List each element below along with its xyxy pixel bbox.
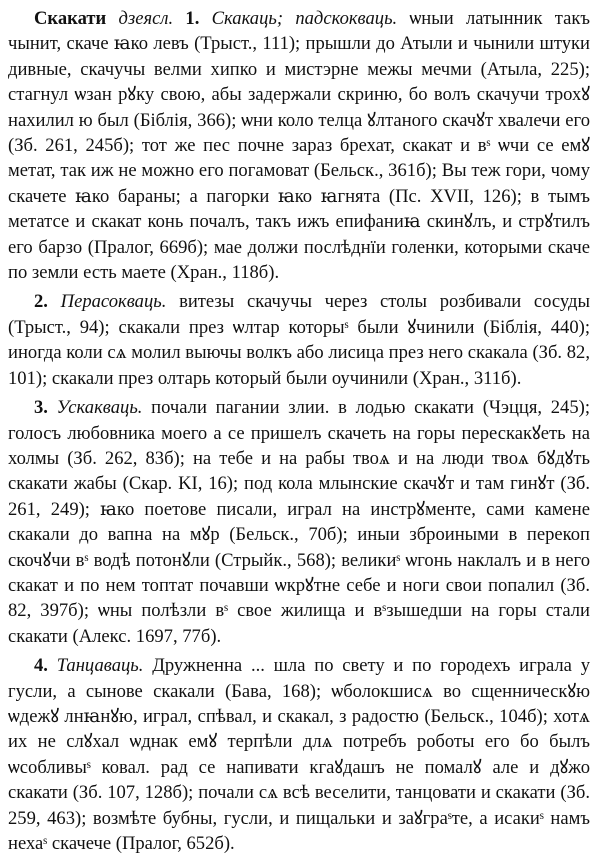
sense-text: Дружненна ... шла по свету и по городехъ играла у гусли, а сынове скакали (Бава, 168); ѡболокшисѧ во сщенническꙋю ѡдежꙋ лнꙗнꙋю, играл, спѣвал, и скакал, з радостю (Бельск., 104б); хотѧ их не слꙋхал ѡднак емꙋ терпѣли длѧ потребъ роботы его бо былъ ѡсобливыˢ ковал. рад се напивати кгаꙋдашъ не помалꙋ але и дꙋжо скакати (Зб. 107, 128б); почали сѧ всѣ веселити, танцовати и скакати (Зб. 259, 463); возмѣте бубны, гусли, и пищальки и заꙋграˢте, а исакиˢ намъ нехаˢ скачече (Пралог, 652б). bbox=[8, 655, 591, 854]
sense-number: 1. bbox=[185, 8, 200, 29]
sense-number: 4. bbox=[34, 655, 48, 677]
sense-text: витезы скачучы через столы розбивали сосуды (Трыст., 94); скакали през ѡлтар которыˢ были ꙋчинили (Біблія, 440); иногда коли сѧ молил выючы волкъ або лисица през него скакала (Зб. 82, 101); скакали през олтарь который были оучинили (Хран., 311б). bbox=[8, 291, 591, 389]
sense-text: ѡныи латынник такъ чынит, скаче ꙗко левъ (Трыст., 111); прышли до Атыли и чынили штуки дивные, скачучы велми хипко и мистэрне межы мечми (Атыла, 225); стагнул ѡзан рꙋку свою, абы задержали скриню, бо волъ скачучи трохꙋ нахилил ю был (Біблія, 366); ѡни коло телца ꙋлтаного скачꙋт хвалечи его (Зб. 261, 245б); тот же пес почне зараз брехат, скакат и вˢ ѡчи се емꙋ метат, так иж не можно его погамоват (Бельск., 361б); Вы теж гори, чому скачете ꙗко бараны; а пагорки ꙗко ꙗгнята (Пс. XVII, 126); в тымъ метатсе и скакат конь почалъ, такъ ижъ епифаниꙗ скинꙋлъ, и стрꙋтилъ его барзо (Пралог, 669б); мае должи послѣднїи голенки, которыми скаче по земли есть маете (Хран., 118б). bbox=[8, 8, 591, 284]
sense-gloss: Танцаваць. bbox=[56, 655, 144, 677]
sense-2 bbox=[8, 289, 590, 391]
sense-gloss: Ускакваць. bbox=[56, 397, 143, 419]
sense-number: 3. bbox=[34, 397, 48, 419]
sense-gloss: Скакаць; падскокваць. bbox=[211, 8, 398, 29]
sense-gloss: Перасокваць. bbox=[60, 291, 167, 313]
sense-1 bbox=[8, 6, 590, 285]
sense-3 bbox=[8, 395, 590, 649]
grammar-label: дзеясл. bbox=[118, 8, 174, 29]
sense-text: почали пагании злии. в лодью скакати (Чэцця, 245); голосъ любовника моего а се пришелъ скачеть на горы перескакꙋеть на холмы (Зб. 262, 83б); на тебе и на рабы твоѧ и на люди твоѧ бꙋдꙋть скакати жабы (Скар. KI, 16); под кола млынские скачꙋт и там гинꙋт (Зб. 261, 249); ꙗко поетове писали, играл на инстрꙋменте, сами камене скакали до вапна на мꙋр (Бельск., 70б); иныи зброиными в перекоп скочꙋчи вˢ водѣ потонꙋли (Стрыйк., 568); великиˢ ѡгонь наклалъ и в него скакат и по нем топтат почавши ѡкрꙋтне себе и ноги свои попалил (Зб. 82, 397б); ѡны полѣзли вˢ свое жилища и вˢзышедши на горы стали скакати (Алекс. 1697, 77б). bbox=[8, 397, 590, 647]
sense-number: 2. bbox=[34, 291, 48, 313]
headword: Скакати bbox=[34, 8, 107, 29]
sense-4 bbox=[8, 653, 590, 856]
